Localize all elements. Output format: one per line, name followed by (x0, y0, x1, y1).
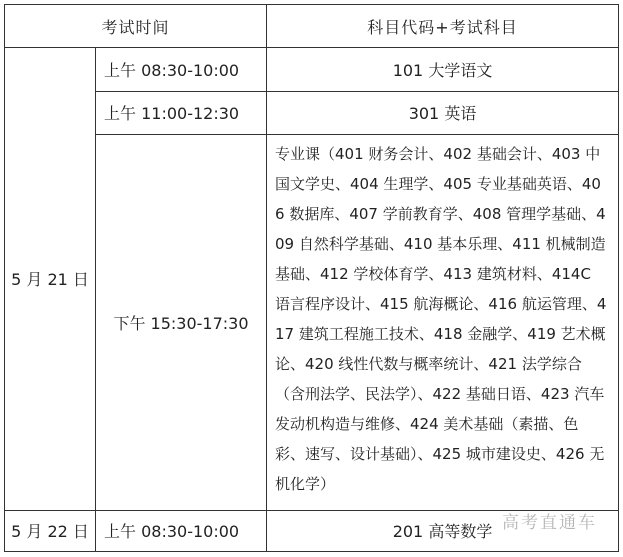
watermark: 高考直通车 (502, 513, 597, 533)
date-cell-may-22: 5 月 22 日 (5, 510, 96, 551)
table-row (5, 48, 619, 91)
header-subject: 科目代码+考试科目 (267, 5, 619, 48)
date-cell-may-21: 5 月 21 日 (5, 48, 96, 510)
table-row (5, 91, 619, 134)
table-row (5, 134, 619, 510)
time-cell: 上午 08:30-10:00 (96, 48, 267, 91)
subject-cell: 301 英语 (267, 91, 619, 134)
exam-schedule-table (4, 4, 619, 552)
time-cell: 下午 15:30-17:30 (96, 134, 267, 510)
time-cell: 上午 08:30-10:00 (96, 510, 267, 551)
subject-cell: 101 大学语文 (267, 48, 619, 91)
subject-cell: 201 高等数学 (267, 510, 619, 551)
subject-cell-specialized-courses: 专业课（401 财务会计、402 基础会计、403 中国文学史、404 生理学、405 专业基础英语、406 数据库、407 学前教育学、408 管理学基础、409 自然科学基础、410 基本乐理、411 机械制造基础、412 学校体育学、413 建筑材料、414C 语言程序设计、415 航海概论、416 航运管理、417 建筑工程施工技术、418 金融学、419 艺术概论、420 线性代数与概率统计、421 法学综合（含刑法学、民法学）、422 基础日语、423 汽车发动机构造与维修、424 美术基础（素描、色彩、速写、设计基础）、425 城市建设史、426 无机化学） (267, 134, 619, 510)
header-row (5, 5, 619, 48)
time-cell: 上午 11:00-12:30 (96, 91, 267, 134)
header-exam-time: 考试时间 (5, 5, 267, 48)
